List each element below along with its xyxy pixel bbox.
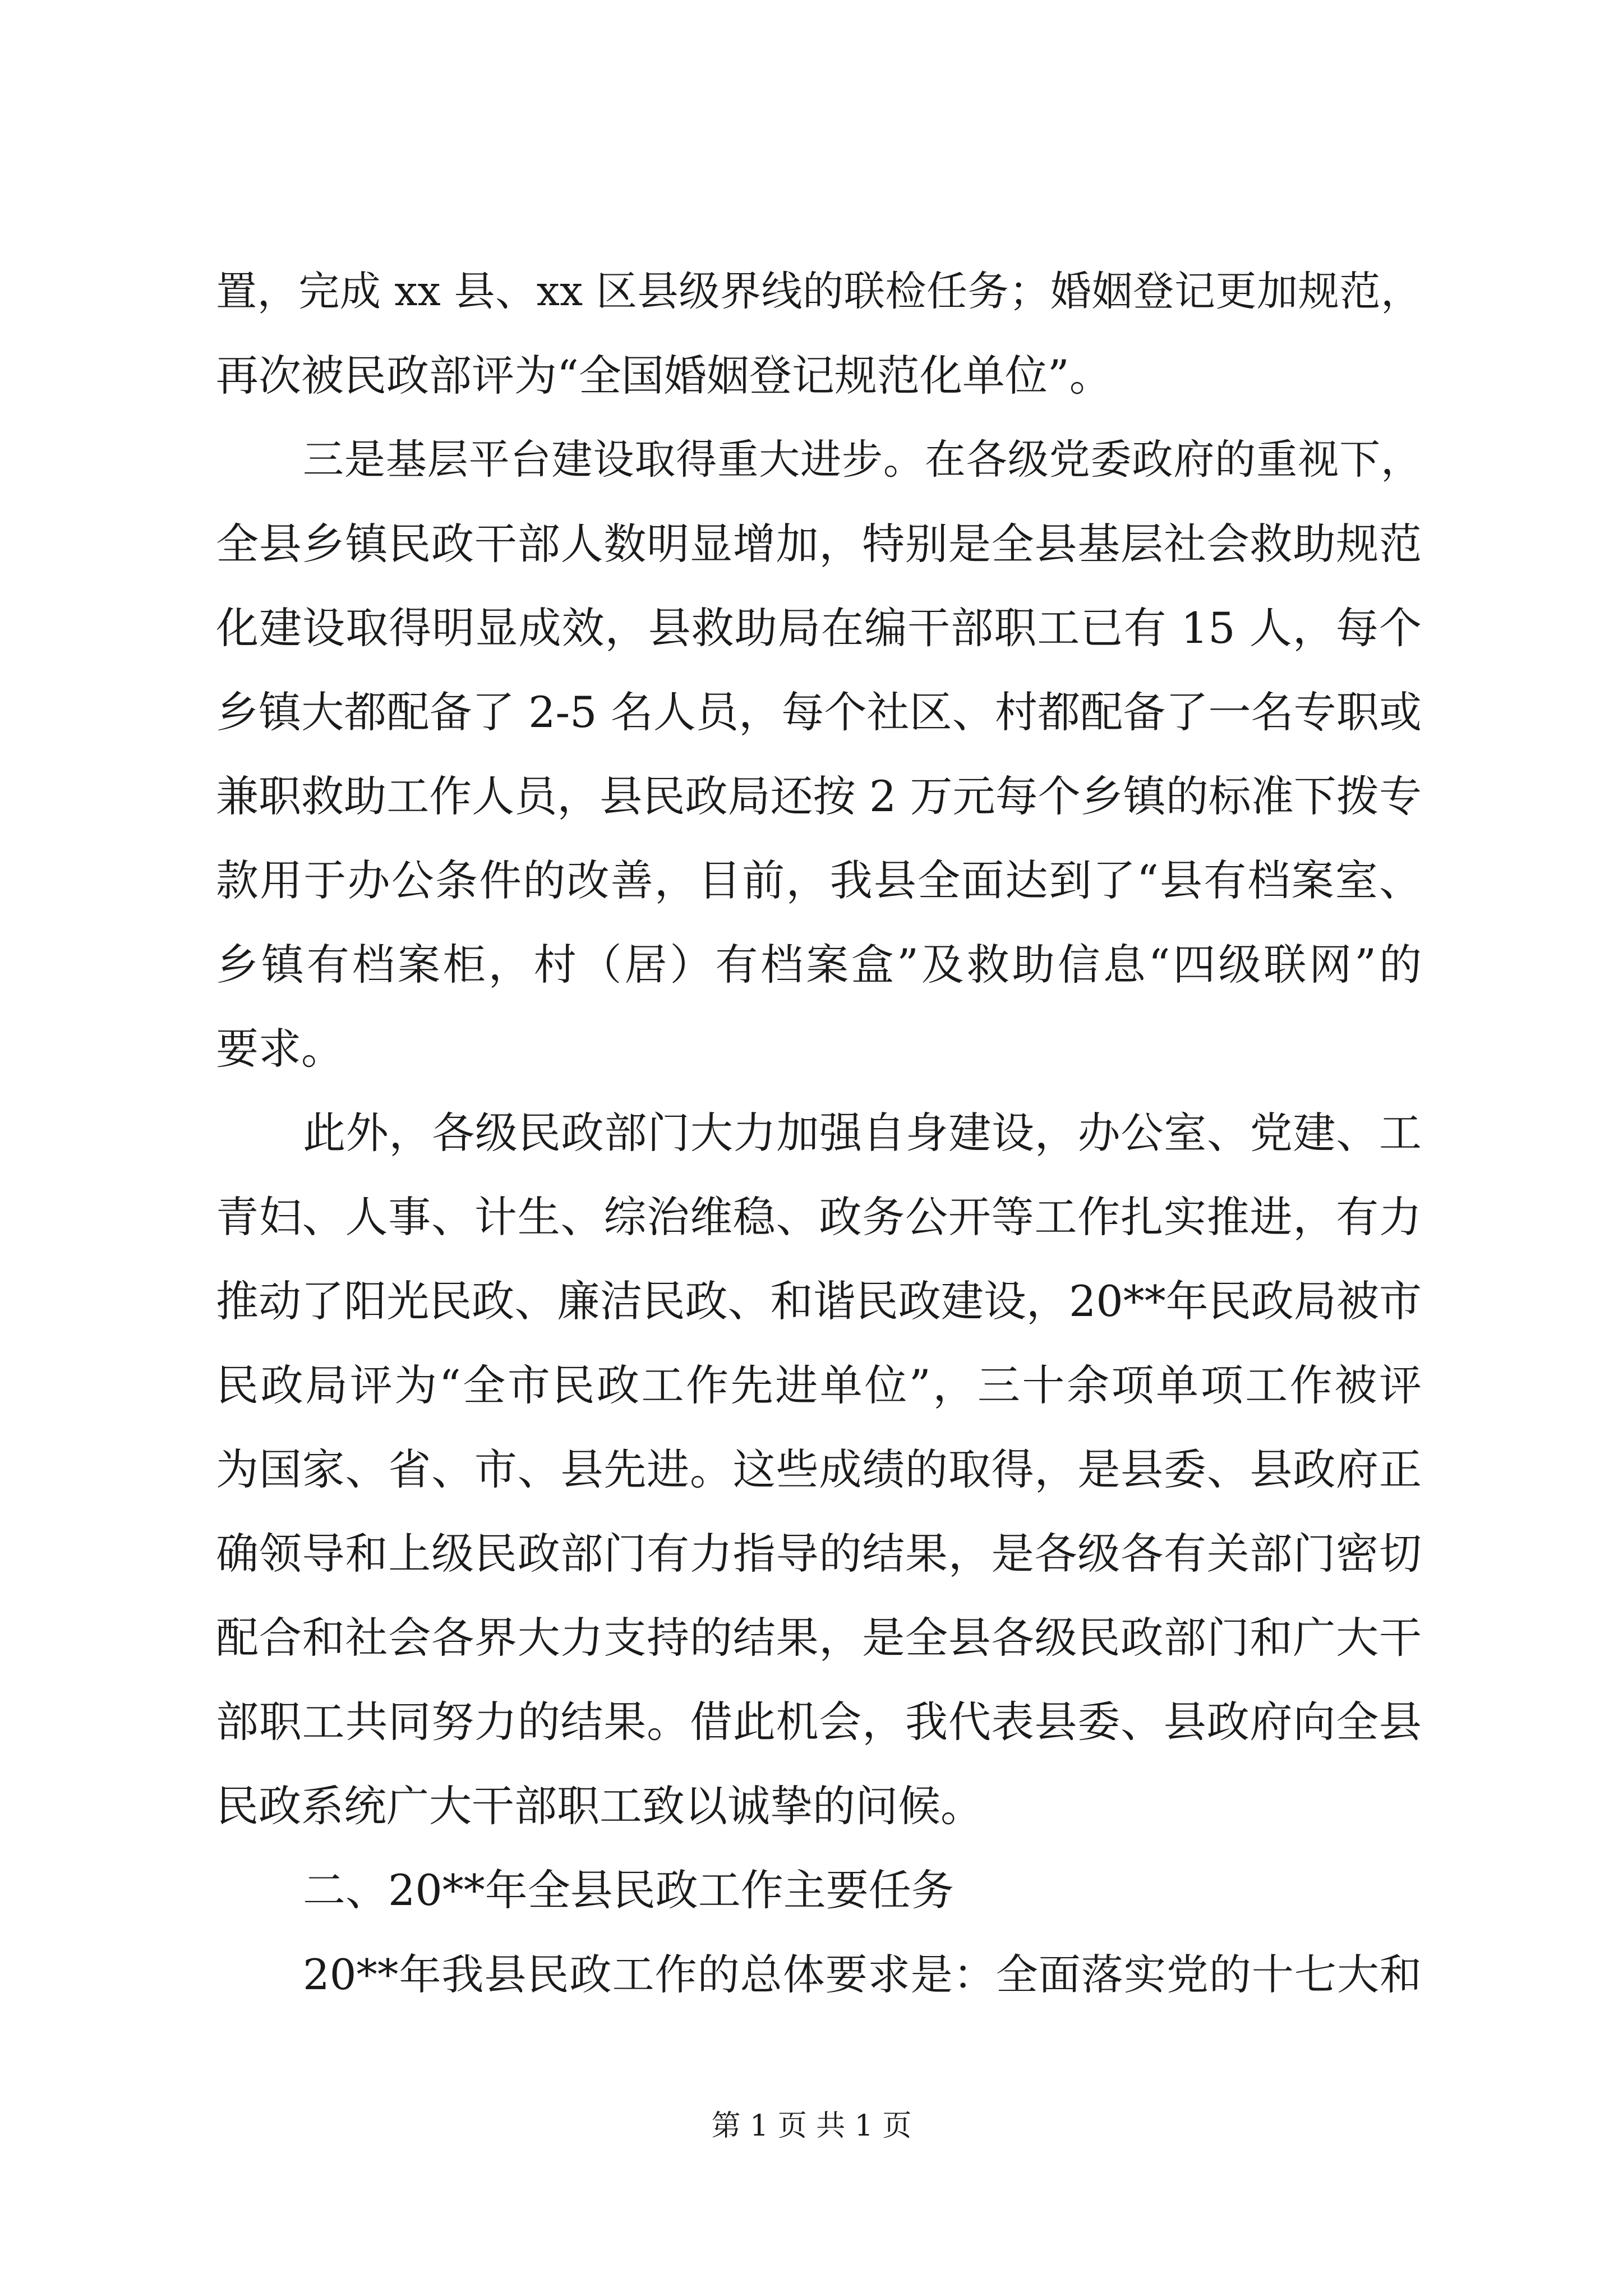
- text-line: 全县乡镇民政干部人数明显增加，特别是全县基层社会救助规范: [216, 519, 1422, 569]
- paragraph-start-line: 三是基层平台建设取得重大进步。在各级党委政府的重视下，: [303, 436, 1422, 484]
- text-line: 乡镇大都配备了 2-5 名人员，每个社区、村都配备了一名专职或: [216, 687, 1422, 737]
- text-line: 再次被民政部评为“全国婚姻登记规范化单位”。: [216, 351, 1112, 401]
- text-line: 为国家、省、市、县先进。这些成绩的取得，是县委、县政府正: [216, 1444, 1422, 1494]
- page-footer: [0, 2106, 1623, 2146]
- paragraph-start-line: 此外，各级民政部门大力加强自身建设，办公室、党建、工: [303, 1108, 1422, 1158]
- text-line: 部职工共同努力的结果。借此机会，我代表县委、县政府向全县: [216, 1697, 1422, 1747]
- text-line: 置，完成 xx 县、xx 区县级界线的联检任务；婚姻登记更加规范，: [216, 268, 1422, 315]
- page-number-label: 第 1 页 共 1 页: [711, 2109, 912, 2143]
- text-line: 民政系统广大干部职工致以诚挚的问候。: [216, 1781, 983, 1831]
- text-line: 化建设取得明显成效，县救助局在编干部职工已有 15 人，每个: [216, 603, 1422, 653]
- text-line: 确领导和上级民政部门有力指导的结果，是各级各有关部门密切: [216, 1529, 1422, 1579]
- text-line: 要求。: [216, 1024, 344, 1074]
- paragraph-start-line: 20**年我县民政工作的总体要求是：全面落实党的十七大和: [303, 1950, 1422, 1999]
- text-line: 青妇、人事、计生、综治维稳、政务公开等工作扎实推进，有力: [216, 1192, 1422, 1242]
- text-line: 推动了阳光民政、廉洁民政、和谐民政建设，20**年民政局被市: [216, 1276, 1422, 1326]
- text-line: 款用于办公条件的改善，目前，我县全面达到了“县有档案室、: [216, 855, 1422, 905]
- document-body: [216, 250, 1422, 2017]
- text-line: 兼职救助工作人员，县民政局还按 2 万元每个乡镇的标准下拨专: [216, 771, 1422, 821]
- text-line: 配合和社会各界大力支持的结果，是全县各级民政部门和广大干: [216, 1613, 1422, 1663]
- text-line: 民政局评为“全市民政工作先进单位”，三十余项单项工作被评: [216, 1360, 1422, 1410]
- section-heading: 二、20**年全县民政工作主要任务: [303, 1865, 954, 1915]
- text-line: 乡镇有档案柜，村（居）有档案盒”及救助信息“四级联网”的: [216, 940, 1422, 990]
